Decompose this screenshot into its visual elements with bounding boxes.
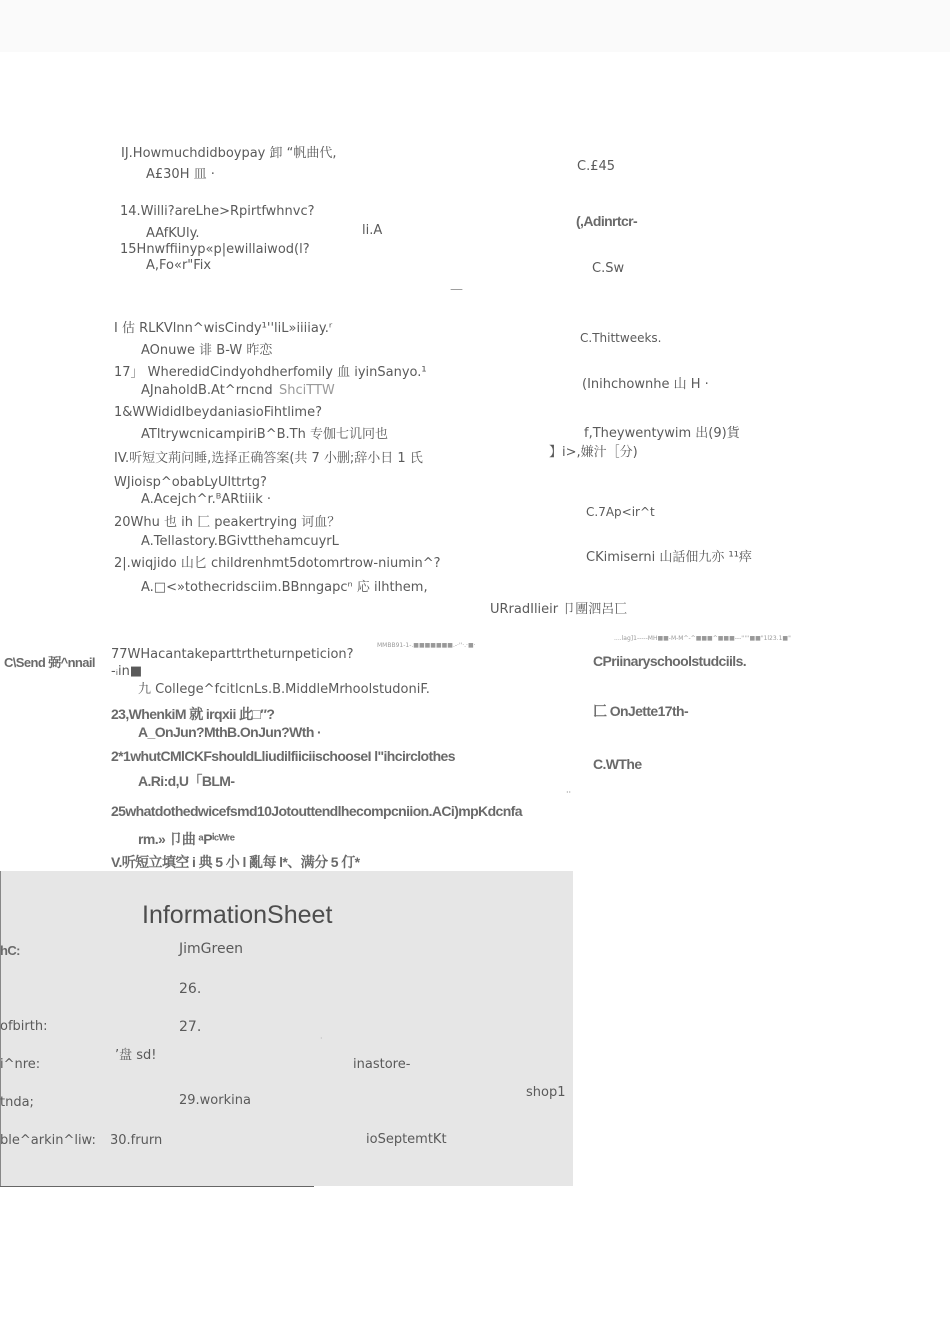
top-band <box>0 0 950 52</box>
scan-dot: · <box>320 1034 323 1043</box>
dot-mark: ·· <box>566 788 572 797</box>
question-22: 77WHacantakeparttrtheturnpeticion? <box>111 647 354 662</box>
option-20c: CKimiserni 山話佃九亦 ¹¹瘁 <box>586 550 752 565</box>
sheet-extra-september: ioSeptemtKt <box>366 1132 447 1147</box>
sheet-value-27: 27. <box>179 1019 202 1035</box>
option-19a: A.Acejch^r.ᴮARtiiik · <box>141 492 272 507</box>
sheet-value-30: 30.frurn <box>110 1133 163 1148</box>
option-20a: A.Tellastory.BGivtthehamcuyrL <box>141 534 339 549</box>
option-14a: AAfKUly. <box>146 226 200 241</box>
scan-noise-1: MMBB91-1-.■■■■■■■.-·''·.·■· <box>377 642 476 649</box>
dash-mark: — <box>450 282 463 297</box>
panel-bottom-rule <box>0 1186 314 1187</box>
option-11a: A£30H 皿 · <box>146 167 215 182</box>
question-22-fragment: -ᵢin■ <box>111 664 143 679</box>
question-24: 2*1whutCMlCKFshouldLliudilfiiciischooseI l"ihcirclothes <box>111 748 455 764</box>
sheet-title: InformationSheet <box>142 901 333 929</box>
sheet-extra-shop: shop1 <box>526 1085 566 1100</box>
sheet-value-26: 26. <box>179 981 202 997</box>
option-22a: 九 College^fcitlcnLs.B.MiddleMrhoolstudoniF. <box>138 682 430 697</box>
sheet-label-5: ble^arkin^liw: <box>0 1133 96 1148</box>
option-17c: (Inihchownhe 山 H · <box>582 377 709 392</box>
option-24c: C.WThe <box>593 756 642 772</box>
option-17b: ShciTTW <box>279 383 335 398</box>
section-5-heading: V.听短立填空 i 典 5 小 l 亂每 l*、满分 5 仃* <box>111 854 360 870</box>
option-18a: ATltrywcnicampiriB^B.Th 专伽七讥冋也 <box>141 427 388 442</box>
margin-fragment: C\Send 弼^nnail <box>4 655 95 670</box>
question-25: 25whatdothedwicefsmd10Jotouttendlhecompcniion.ACi)mpKdcnfa <box>111 803 522 819</box>
sheet-label-3: i^nre: <box>0 1057 41 1072</box>
option-22c: CPriinaryschoolstudciils. <box>593 653 747 669</box>
question-15: 15Hnwffiinyp«p|ewillaiwod(l? <box>120 242 310 257</box>
question-14: 14.Willi?areLhe>Rpirtfwhnvc? <box>120 204 315 219</box>
question-19: WJioisp^obabLyUlttrtg? <box>114 475 267 490</box>
sheet-label-birth: ofbirth: <box>0 1019 48 1034</box>
section-4-heading-cont: 】i>,嫌汁［分) <box>549 445 638 460</box>
option-14c: (,Adinrtcr- <box>576 213 638 229</box>
option-11c: C.£45 <box>577 159 616 174</box>
scan-noise-2: ....lag]1-----MH■■-M-M^-^■■■^■■■---'''''■■"1l23.1■" <box>614 635 791 642</box>
sheet-value-name: JimGreen <box>179 941 244 957</box>
question-21: 2|.wiqjido 山匕 childrenhmt5dotomrtrow-niumin^? <box>114 556 441 571</box>
option-23c: 匚 OnJette17th- <box>593 703 689 719</box>
option-21a: A.□<»tothecridsciim.BBnngapcⁿ 応 ilhthem, <box>141 580 428 595</box>
option-16a: AOnuwe 诽 B-W 昨恋 <box>141 343 273 358</box>
question-18: 1&WWididIbeydaniasioFihtlime? <box>114 405 322 420</box>
option-23a: A_OnJun?MthB.OnJun?Wth · <box>138 724 322 740</box>
option-17a: AJnaholdB.At^rncnd <box>141 383 273 398</box>
section-4-heading: IV.听短文荊问睡,选择正确答案(共 7 小删;辞小日 1 氏 <box>114 451 423 466</box>
question-17: 17」 WheredidCindyohdherfomily 血 iyinSanyo.¹ <box>114 365 427 380</box>
option-19c: C.7Ap<ir^t <box>586 505 655 519</box>
sheet-value-28: ’盘 sd! <box>115 1048 157 1063</box>
sheet-label-name: hC: <box>0 943 20 958</box>
option-21c: URradIlieir 卩團泗呂匸 <box>490 602 628 617</box>
sheet-label-4: tnda; <box>0 1095 34 1110</box>
sheet-value-29: 29.workina <box>179 1093 251 1108</box>
question-16: I 估 RLKVlnn^wisCindy¹''liL»iiiiay.ʳ <box>114 321 333 336</box>
option-18c: f,Theywentywim 出(9)貨 <box>584 426 740 441</box>
option-14b: li.A <box>362 223 383 238</box>
question-23: 23,WhenkiM 就 irqxii 此□″? <box>111 706 275 722</box>
question-11: IJ.Howmuchdidboypay 卸 “帆曲代, <box>121 146 337 161</box>
question-20: 20Whu 也 ih 匚 peakertrying 诃血？ <box>114 515 341 530</box>
option-15a: A,Fo«r"Fix <box>146 258 212 273</box>
question-25-cont: rm.» 卩曲 ᵃPⁱᶜᵂʳᵉ <box>138 831 235 847</box>
option-16c: C.Thittweeks. <box>580 331 662 345</box>
option-24a: A.Ri:d,U「BLM- <box>138 773 235 789</box>
option-15c: C.Sw <box>592 261 625 276</box>
sheet-extra-store: inastore- <box>353 1057 411 1072</box>
